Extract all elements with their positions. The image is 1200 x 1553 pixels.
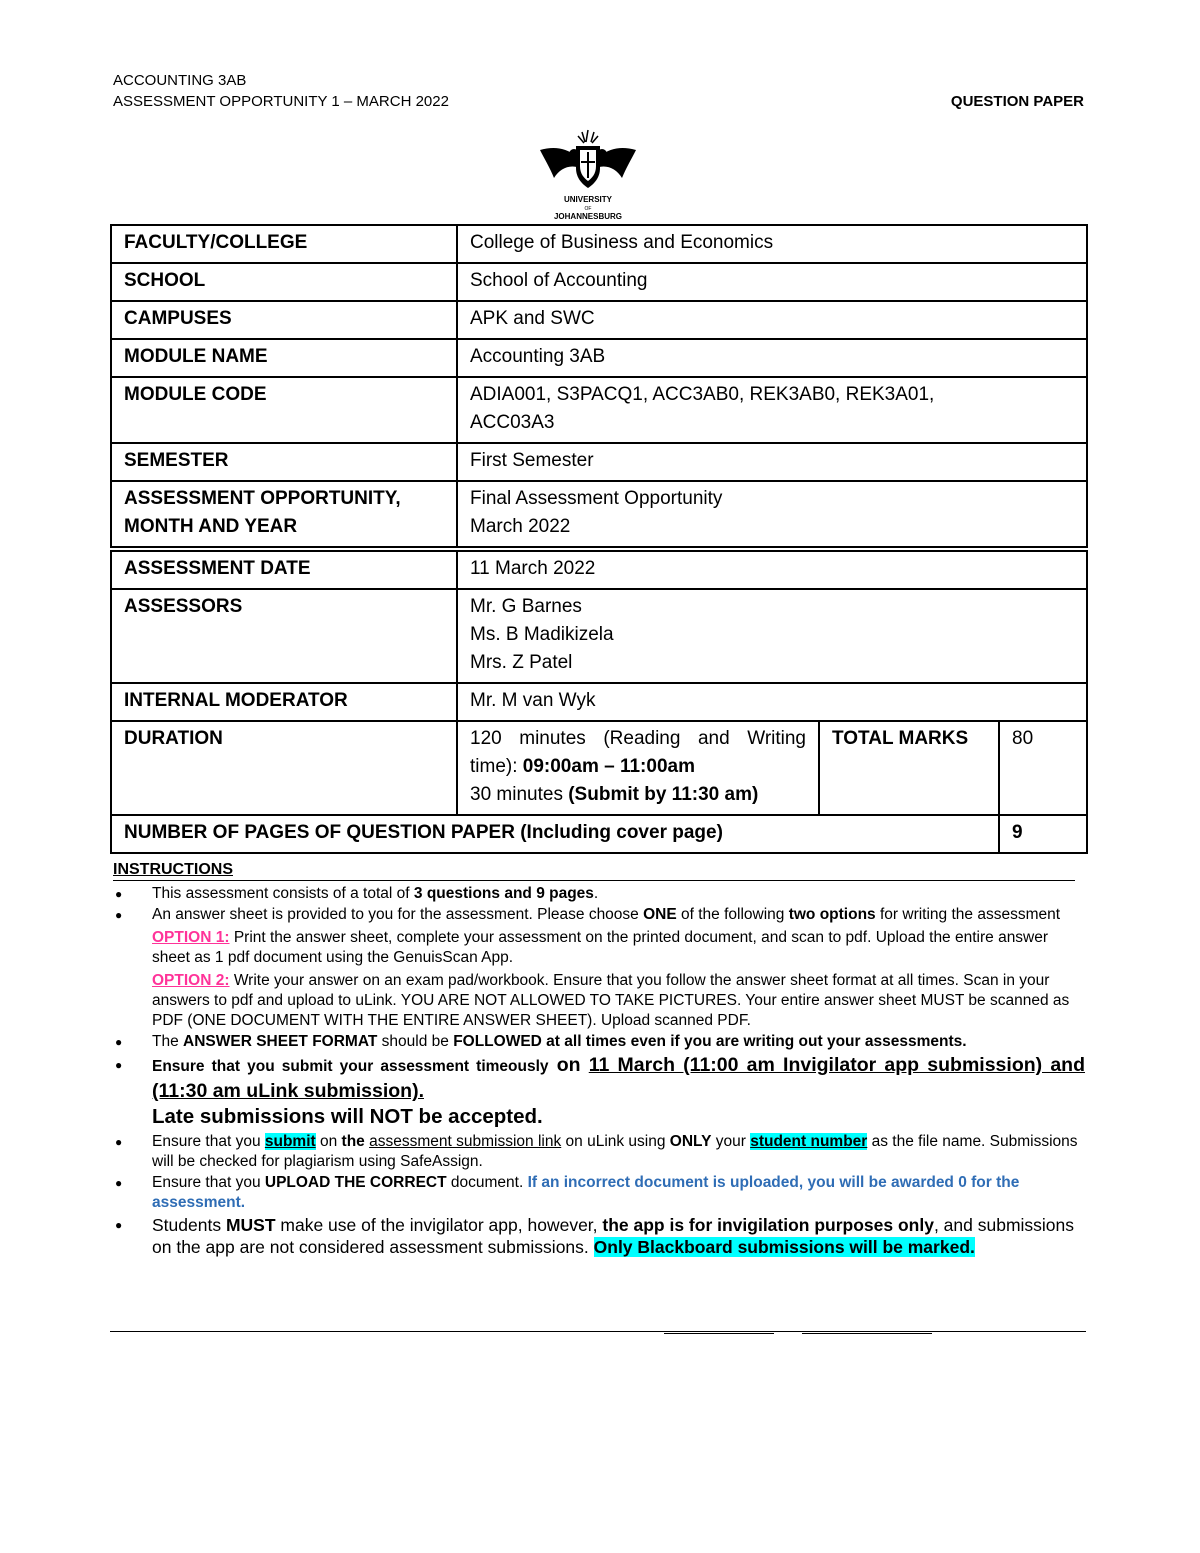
list-item <box>113 1214 1085 1258</box>
instruction-bold: the app is for invigilation purposes only <box>602 1215 934 1235</box>
assessor-name: Mrs. Z Patel <box>470 652 573 673</box>
table-row <box>111 589 1087 683</box>
bullet-icon: ● <box>115 1135 123 1149</box>
label-school: SCHOOL <box>111 263 457 301</box>
instruction-bold: UPLOAD THE CORRECT <box>264 1174 447 1191</box>
bullet-icon: ● <box>115 1218 123 1232</box>
value-assessors <box>457 589 1087 683</box>
duration-line1: 120 minutes (Reading and Writing <box>470 728 806 749</box>
value-assessment-opportunity <box>457 481 1087 547</box>
option-2-label: OPTION 2: <box>152 972 230 989</box>
incorrect-document-warning: If an incorrect document is uploaded, you will be awarded 0 for the assessment. <box>152 1174 1020 1211</box>
label-module-name: MODULE NAME <box>111 339 457 377</box>
duration-line3 <box>470 781 806 809</box>
assessment-opportunity-label-line1: ASSESSMENT OPPORTUNITY, <box>124 488 401 509</box>
instruction-text: Students <box>152 1215 226 1235</box>
logo-text-university: UNIVERSITY <box>563 195 613 204</box>
module-code-line2: ACC03A3 <box>470 412 555 433</box>
list-item <box>113 1032 1085 1052</box>
bullet-icon: ● <box>115 887 123 901</box>
header-module: ACCOUNTING 3AB <box>113 72 247 89</box>
instruction-bold: Ensure that you submit your assessment timeously <box>152 1058 549 1075</box>
instruction-text: should be <box>377 1033 454 1050</box>
instruction-text: document. <box>446 1174 528 1191</box>
instruction-bold: two options <box>788 906 876 923</box>
label-semester: SEMESTER <box>111 443 457 481</box>
university-logo <box>536 128 640 224</box>
bullet-icon: ● <box>115 908 123 922</box>
instruction-text: on uLink using <box>561 1133 670 1150</box>
option-1-text: Print the answer sheet, complete your assessment on the printed document, and scan to pdf. Upload the entire answer sheet as 1 pdf document using the GenuisScan App. <box>152 929 1049 966</box>
label-assessment-date: ASSESSMENT DATE <box>111 551 457 589</box>
table-row <box>111 225 1087 263</box>
instruction-bold: ONE <box>643 906 677 923</box>
option-1-label: OPTION 1: <box>152 929 230 946</box>
instruction-text: of the following <box>676 906 789 923</box>
instruction-text: Ensure that you <box>152 1133 265 1150</box>
assessment-details-table <box>110 550 1088 854</box>
list-item <box>113 1132 1085 1172</box>
duration-line3-text: 30 minutes <box>470 784 569 805</box>
instruction-text: make use of the invigilator app, however, <box>275 1215 603 1235</box>
module-code-line1: ADIA001, S3PACQ1, ACC3AB0, REK3AB0, REK3A01, <box>470 384 935 405</box>
bullet-icon: ● <box>115 1035 123 1049</box>
value-faculty: College of Business and Economics <box>457 225 1087 263</box>
assessor-name: Mr. G Barnes <box>470 596 582 617</box>
value-duration <box>457 721 819 815</box>
value-campuses: APK and SWC <box>457 301 1087 339</box>
assessor-name: Ms. B Madikizela <box>470 624 614 645</box>
instruction-text: for writing the assessment <box>875 906 1061 923</box>
assessment-opportunity-value-line2: March 2022 <box>470 516 571 537</box>
label-assessment-opportunity <box>111 481 457 547</box>
highlight-submit: submit <box>264 1133 316 1150</box>
value-assessment-date: 11 March 2022 <box>457 551 1087 589</box>
footer-divider-segment <box>664 1333 774 1334</box>
instruction-text: This assessment consists of a total of <box>152 885 414 902</box>
instructions-heading <box>113 861 1075 881</box>
list-item <box>113 1173 1085 1213</box>
instruction-text: . <box>593 885 599 902</box>
table-row <box>111 551 1087 589</box>
instruction-bold: ANSWER SHEET FORMAT <box>183 1033 378 1050</box>
label-faculty: FACULTY/COLLEGE <box>111 225 457 263</box>
table-row <box>111 683 1087 721</box>
highlight-blackboard: Only Blackboard submissions will be marked. <box>593 1237 975 1257</box>
value-total-marks: 80 <box>999 721 1087 815</box>
option-2-text: Write your answer on an exam pad/workbook. Ensure that you follow the answer sheet format at all times. Scan in your answers to pdf and upload to uLink. YOU ARE NOT ALLOWED TO TAKE PICTURES. Your entire answer sheet MUST be scanned as PDF (ONE DOCUMENT WITH THE ENTIRE ANSWER SHEET). Upload scanned PDF. <box>152 972 1070 1029</box>
label-duration: DURATION <box>111 721 457 815</box>
table-row <box>111 815 1087 853</box>
duration-submit-by: (Submit by 11:30 am) <box>568 784 759 805</box>
table-row <box>111 481 1087 547</box>
table-row <box>111 721 1087 815</box>
option-2 <box>152 971 1085 1031</box>
module-info-table <box>110 224 1088 548</box>
table-row <box>111 301 1087 339</box>
instruction-text: on <box>315 1133 342 1150</box>
instruction-text: Ensure that you <box>152 1174 265 1191</box>
duration-line2 <box>470 753 806 781</box>
label-number-of-pages: NUMBER OF PAGES OF QUESTION PAPER (Including cover page) <box>111 815 999 853</box>
value-module-name: Accounting 3AB <box>457 339 1087 377</box>
instruction-text: The <box>152 1033 184 1050</box>
table-row <box>111 443 1087 481</box>
duration-line2-text: time): <box>470 756 523 777</box>
instruction-text: An answer sheet is provided to you for the assessment. Please choose <box>152 906 644 923</box>
label-campuses: CAMPUSES <box>111 301 457 339</box>
instructions-list <box>113 884 1085 1259</box>
logo-text-of: OF <box>584 206 592 212</box>
assessment-opportunity-label-line2: MONTH AND YEAR <box>124 516 298 537</box>
instruction-bold: ONLY <box>669 1133 712 1150</box>
submission-link-text: assessment submission link <box>369 1133 562 1150</box>
label-total-marks: TOTAL MARKS <box>819 721 999 815</box>
instruction-bold: 3 questions and 9 pages <box>413 885 594 902</box>
instructions-title: INSTRUCTIONS <box>113 861 233 878</box>
label-module-code: MODULE CODE <box>111 377 457 443</box>
option-1 <box>152 928 1085 968</box>
instruction-text: , and submissions on the app are not considered assessment submissions. <box>152 1215 1075 1257</box>
value-semester: First Semester <box>457 443 1087 481</box>
logo-text-johannesburg: JOHANNESBURG <box>553 212 623 221</box>
list-item <box>113 884 1085 904</box>
label-assessors: ASSESSORS <box>111 589 457 683</box>
instruction-on: on <box>548 1054 589 1076</box>
header-paper-type: QUESTION PAPER <box>950 93 1084 110</box>
list-item <box>113 1053 1085 1131</box>
submission-deadline: 11 March (11:00 am Invigilator app submission) and (11:30 am uLink submission). <box>152 1054 1085 1102</box>
list-item <box>113 905 1085 1031</box>
table-row <box>111 263 1087 301</box>
duration-time-range: 09:00am – 11:00am <box>522 756 695 777</box>
instruction-text: your <box>711 1133 751 1150</box>
highlight-student-number: student number <box>750 1133 868 1150</box>
value-internal-moderator: Mr. M van Wyk <box>457 683 1087 721</box>
assessment-opportunity-value-line1: Final Assessment Opportunity <box>470 488 723 509</box>
bullet-icon: ● <box>115 1176 123 1190</box>
value-number-of-pages: 9 <box>999 815 1087 853</box>
instruction-bold: FOLLOWED at all times even if you are writing out your assessments. <box>453 1033 967 1050</box>
table-row <box>111 339 1087 377</box>
value-module-code <box>457 377 1087 443</box>
footer-divider-segment <box>802 1333 932 1334</box>
table-row <box>111 377 1087 443</box>
instruction-text: as the file name. Submissions will be checked for plagiarism using SafeAssign. <box>152 1133 1078 1170</box>
instruction-bold: MUST <box>225 1215 276 1235</box>
value-school: School of Accounting <box>457 263 1087 301</box>
label-internal-moderator: INTERNAL MODERATOR <box>111 683 457 721</box>
header-opportunity: ASSESSMENT OPPORTUNITY 1 – MARCH 2022 <box>113 93 449 110</box>
instruction-bold: the <box>341 1133 365 1150</box>
late-submission-warning: Late submissions will NOT be accepted. <box>152 1105 543 1128</box>
footer-divider <box>110 1331 1086 1332</box>
bullet-icon: ● <box>115 1058 123 1072</box>
